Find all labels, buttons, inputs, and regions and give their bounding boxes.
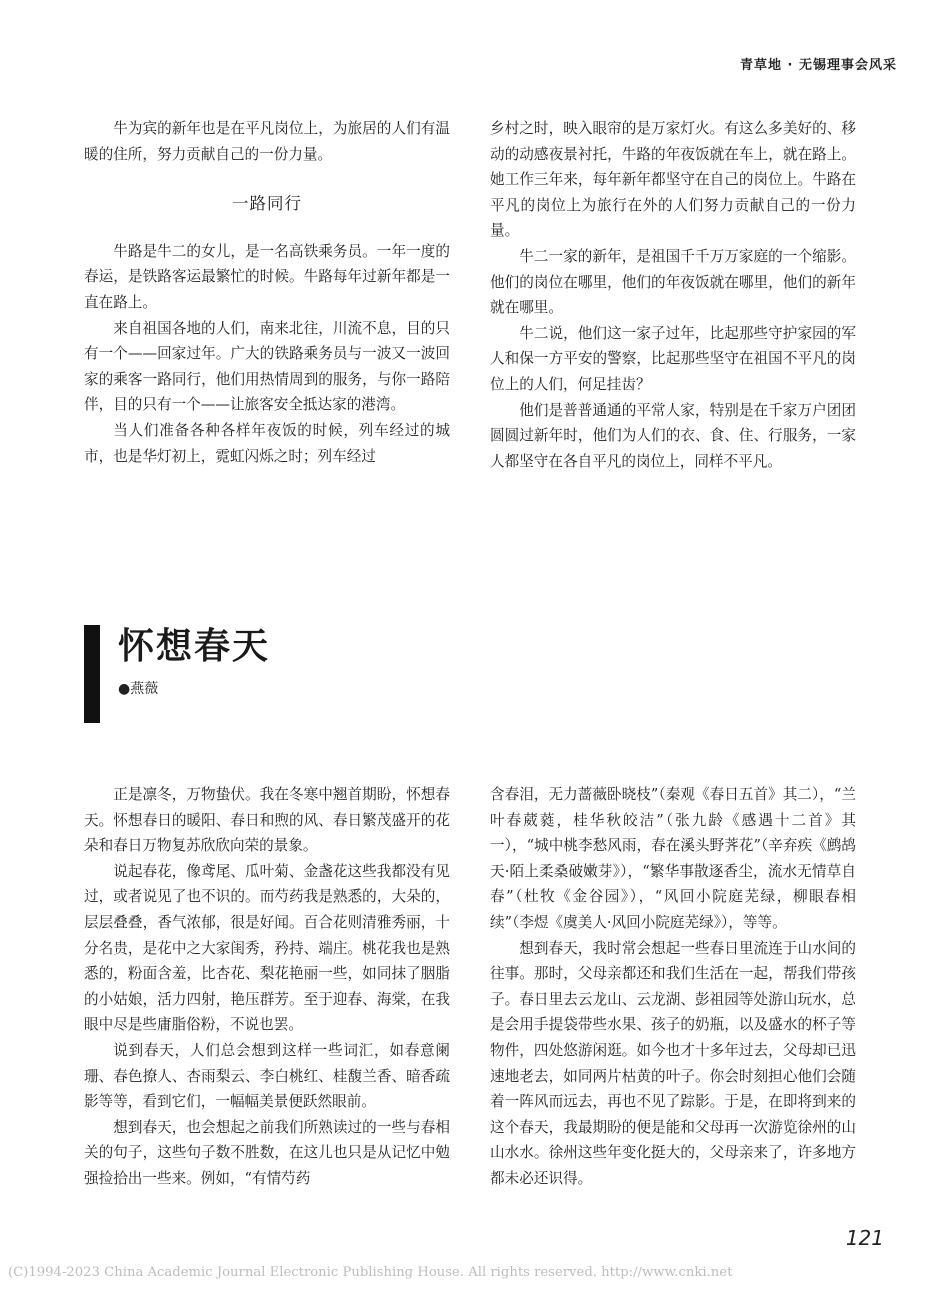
paragraph: 牛路是牛二的女儿，是一名高铁乘务员。一年一度的春运，是铁路客运最繁忙的时候。牛路每年过新年都是一直在路上。 bbox=[84, 242, 450, 311]
article-right-column bbox=[490, 782, 856, 1192]
copyright-footer: (C)1994-2023 China Academic Journal Electronic Publishing House. All rights reserved. http://www.cnki.net bbox=[8, 1265, 733, 1280]
title-accent-bar bbox=[84, 625, 100, 723]
paragraph: 说起春花，像鸢尾、瓜叶菊、金盏花这些我都没有见过，或者说见了也不识的。而芍药我是熟悉的，大朵的，层层叠叠，香气浓郁，很是好闻。百合花则清雅秀丽，十分名贵，是花中之大家闺秀，矜持、端庄。桃花我也是熟悉的，粉面含羞，比杏花、梨花艳丽一些，如同抹了胭脂的小姑娘，活力四射，艳压群芳。至于迎春、海棠，在我眼中尽是些庸脂俗粉，不说也罢。 bbox=[84, 862, 450, 1034]
paragraph: 当人们准备各种各样年夜饭的时候，列车经过的城市，也是华灯初上，霓虹闪烁之时；列车经过 bbox=[84, 421, 450, 465]
running-header: 青草地 · 无锡理事会风采 bbox=[740, 58, 897, 73]
paragraph: 正是凛冬，万物蛰伏。我在冬寒中翘首期盼，怀想春天。怀想春日的暖阳、春日和煦的风、春日繁茂盛开的花朵和春日万物复苏欣欣向荣的景象。 bbox=[84, 786, 450, 855]
paragraph: 牛二一家的新年，是祖国千千万万家庭的一个缩影。他们的岗位在哪里，他们的年夜饭就在哪里，他们的新年就在哪里。 bbox=[490, 247, 856, 317]
paragraph: 牛二说，他们这一家子过年，比起那些守护家园的军人和保一方平安的警察，比起那些坚守在祖国不平凡的岗位上的人们，何足挂齿？ bbox=[490, 324, 856, 393]
paragraph: 乡村之时，映入眼帘的是万家灯火。有这么多美好的、移动的动感夜景衬托，牛路的年夜饭就在车上，就在路上。她工作三年来，每年新年都坚守在自己的岗位上。牛路在平凡的岗位上为旅行在外的人们努力贡献自己的一份力量。 bbox=[490, 120, 856, 240]
paragraph: 含春泪，无力蔷薇卧晓枝”（秦观《春日五首》其二），“兰叶春葳蕤，桂华秋皎洁”（张九龄《感遇十二首》其一），“城中桃李愁风雨，春在溪头野荠花”（辛弃疾《鹧鸪天·陌上柔桑破嫩芽》），“繁华事散逐香尘，流水无情草自春”（杜牧《金谷园》），“风回小院庭芜绿，柳眼春相续”（李煜《虞美人·风回小院庭芜绿》），等等。 bbox=[490, 786, 856, 931]
paragraph: 想到春天，也会想起之前我们所熟读过的一些与春相关的句子，这些句子数不胜数，在这儿也只是从记忆中勉强捡拾出一些来。例如，“有情芍药 bbox=[84, 1118, 450, 1187]
article-left-column bbox=[84, 782, 450, 1192]
top-article-left-column bbox=[84, 116, 450, 469]
article-title: 怀想春天 bbox=[118, 625, 271, 667]
paragraph: 来自祖国各地的人们，南来北往，川流不息，目的只有一个——回家过年。广大的铁路乘务员与一波又一波回家的乘客一路同行，他们用热情周到的服务，与你一路陪伴，目的只有一个——让旅客安全抵达家的港湾。 bbox=[84, 319, 450, 414]
page-number: 121 bbox=[845, 1226, 884, 1250]
paragraph: 说到春天，人们总会想到这样一些词汇，如春意阑珊、春色撩人、杏雨梨云、李白桃红、桂馥兰香、暗香疏影等等，看到它们，一幅幅美景便跃然眼前。 bbox=[84, 1041, 450, 1111]
section-heading: 一路同行 bbox=[232, 194, 302, 214]
paragraph: 牛为宾的新年也是在平凡岗位上，为旅居的人们有温暖的住所，努力贡献自己的一份力量。 bbox=[84, 120, 450, 163]
paragraph: 他们是普普通通的平常人家，特别是在千家万户团团圆圆过新年时，他们为人们的衣、食、住、行服务，一家人都坚守在各自平凡的岗位上，同样不平凡。 bbox=[490, 401, 856, 470]
article-byline: ●燕薇 bbox=[118, 681, 159, 697]
top-article-right-column bbox=[490, 116, 856, 474]
paragraph: 想到春天，我时常会想起一些春日里流连于山水间的往事。那时，父母亲都还和我们生活在一起，帮我们带孩子。春日里去云龙山、云龙湖、彭祖园等处游山玩水，总是会用手提袋带些水果、孩子的奶瓶，以及盛水的杯子等物件，四处悠游闲逛。如今也才十多年过去，父母却已迅速地老去，如同两片枯黄的叶子。你会时刻担心他们会随着一阵风而远去，再也不见了踪影。于是，在即将到来的这个春天，我最期盼的便是能和父母再一次游览徐州的山山水水。徐州这些年变化挺大的，父母亲来了，许多地方都未必还识得。 bbox=[490, 939, 856, 1187]
